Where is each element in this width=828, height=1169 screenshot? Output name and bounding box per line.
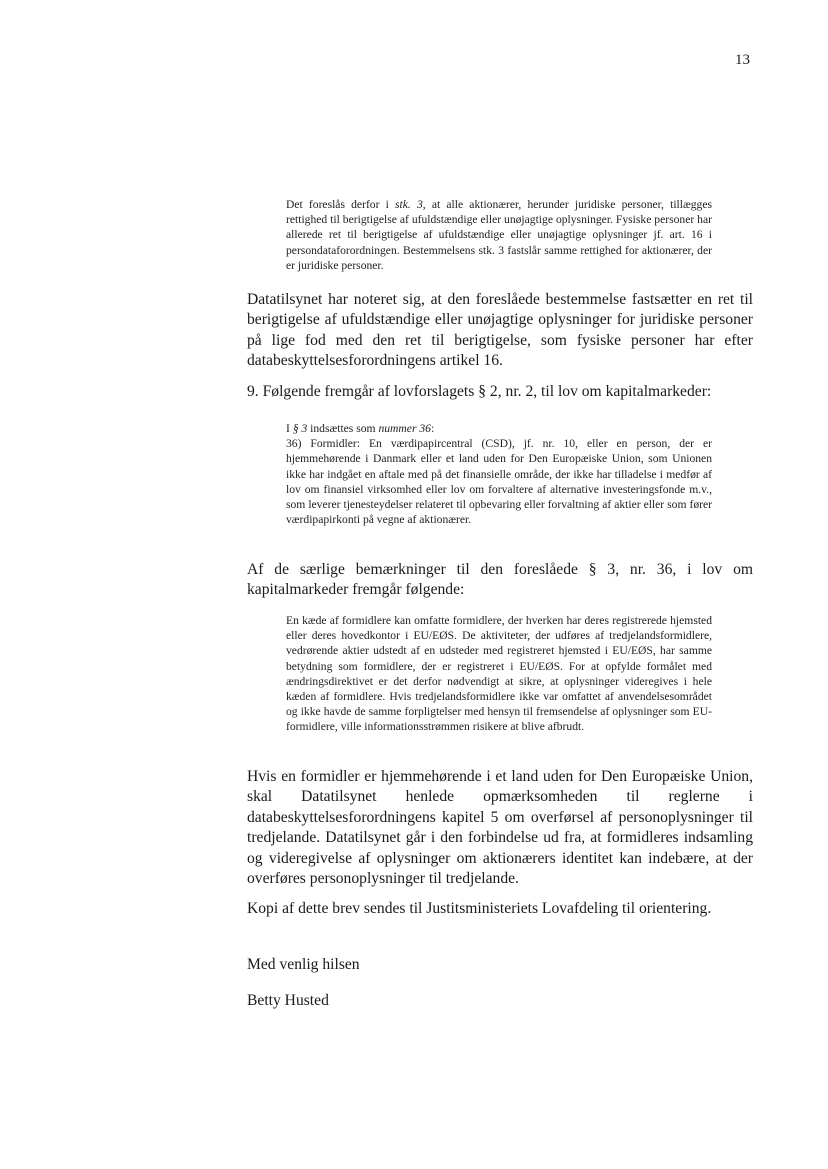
quote2-lead-mid: indsættes som	[307, 422, 379, 435]
section-heading-9: 9. Følgende fremgår af lovforslagets § 2, nr. 2, til lov om kapitalmarkeder:	[247, 383, 712, 400]
quote2-lead	[286, 421, 712, 436]
quote1-text: , at alle aktionærer, herunder juridiske personer, tillægges rettighed til berigtigelse af ufuldstændige eller unøjagtige oplysninger. Fysiske personer har allerede ret til berigtigelse af ufuldstændige eller unøjagtige oplysninger jf. art. 16 i persondataforordningen. Bestemmelsens stk. 3 fastslår samme rettighed for aktionærer, der er juridiske personer.	[286, 198, 712, 272]
quote-block-2	[286, 421, 712, 527]
quote1-prefix: Det foreslås derfor i	[286, 198, 396, 211]
quote2-lead-suffix: :	[430, 422, 435, 435]
quote2-lead-prefix: I	[286, 422, 293, 435]
closing-greeting: Med venlig hilsen	[247, 956, 360, 973]
quote2-text: 36) Formidler: En værdipapircentral (CSD), jf. nr. 10, eller en person, der er hjemmehørende i Danmark eller et land uden for Den Europæiske Union, som Unionen ikke har indgået en aftale med på det finansielle område, der ikke har tilladelse i medfør af lov om finansiel virksomhed eller lov om forvaltere af alternative investeringsfonde m.v., som leverer tjenesteydelser relateret til opbevaring eller forvaltning af aktier eller som fører værdipapirkonti på vegne af aktionærer.	[286, 437, 712, 527]
paragraph-1: Datatilsynet har noteret sig, at den foreslåede bestemmelse fastsætter en ret til berigtigelse af ufuldstændige eller unøjagtige oplysninger for juridiske personer på lige fod med den ret til berigtigelse, som fysiske personer har efter databeskyttelsesforordningens artikel 16.	[247, 291, 753, 370]
signature-name: Betty Husted	[247, 992, 329, 1009]
paragraph-4: Kopi af dette brev sendes til Justitsministeriets Lovafdeling til orientering.	[247, 900, 712, 917]
quote1-ref: stk. 3	[395, 198, 423, 211]
quote-block-3: En kæde af formidlere kan omfatte formidlere, der hverken har deres registrerede hjemsted eller deres hovedkontor i EU/EØS. De aktiviteter, der udføres af tredjelandsformidlere, vedrørende aktier udstedt af en udsteder med registreret hjemsted i EU/EØS, har samme betydning som formidlere, der er registreret i EU/EØS. For at opfylde formålet med ændringsdirektivet er det derfor nødvendigt at sikre, at oplysninger videregives i hele kæden af formidlere. Hvis tredjelandsformidlere ikke var omfattet af anvendelsesområdet og ikke havde de samme forpligtelser med hensyn til fremsendelse af oplysninger som EU-formidlere, ville informationsstrømmen risikere at blive afbrudt.	[286, 614, 712, 734]
paragraph-3: Hvis en formidler er hjemmehørende i et land uden for Den Europæiske Union, skal Datatilsynet henlede opmærksomheden til reglerne i databeskyttelsesforordningens kapitel 5 om overførsel af personoplysninger til tredjelande. Datatilsynet går i den forbindelse ud fra, at formidleres indsamling og videregivelse af oplysninger om aktionærers identitet kan indebære, at der overføres personoplysninger til tredjelande.	[247, 768, 753, 888]
page-number: 13	[735, 52, 750, 68]
quote-block-1	[286, 197, 712, 273]
quote2-lead-ref: § 3	[292, 422, 308, 435]
quote2-lead-num: nummer 36	[378, 422, 431, 435]
paragraph-2: Af de særlige bemærkninger til den foreslåede § 3, nr. 36, i lov om kapitalmarkeder fremgår følgende:	[247, 561, 753, 599]
